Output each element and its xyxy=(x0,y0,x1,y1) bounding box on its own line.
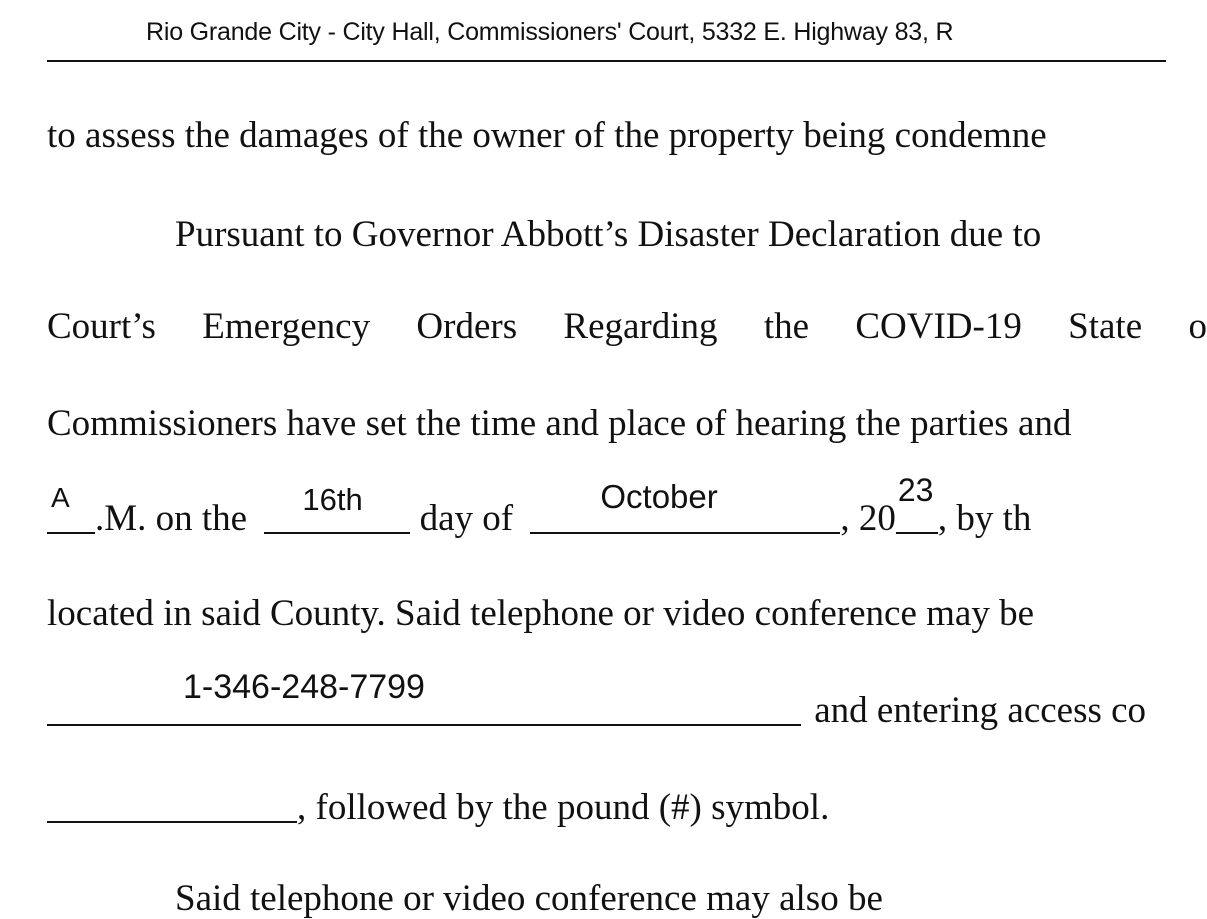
year-fill: 23 xyxy=(897,472,934,508)
line5-text-4: , by th xyxy=(937,498,1032,539)
paragraph-line-8 xyxy=(47,787,829,826)
paragraph-line-9: Said telephone or video conference may also be xyxy=(175,878,883,919)
line3-word: Regarding xyxy=(563,306,718,347)
line3-word: o xyxy=(1188,306,1207,347)
month-blank[interactable] xyxy=(530,478,840,534)
line3-word: State xyxy=(1068,306,1143,347)
year-blank[interactable] xyxy=(896,472,938,534)
paragraph-line-6: located in said County. Said telephone or video conference may be xyxy=(47,593,1035,634)
line3-word: Emergency xyxy=(202,306,371,347)
paragraph-line-3 xyxy=(47,308,1207,345)
ampm-fill: A xyxy=(51,482,70,513)
line3-word: the xyxy=(763,306,810,347)
line5-text-1: .M. on the xyxy=(95,498,248,539)
line8-text: , followed by the pound (#) symbol. xyxy=(297,787,830,828)
paragraph-line-1: to assess the damages of the owner of the property being condemne xyxy=(47,115,1047,156)
line3-word: Orders xyxy=(416,306,518,347)
line3-word: Court’s xyxy=(47,306,156,347)
paragraph-line-2: Pursuant to Governor Abbott’s Disaster Declaration due to xyxy=(175,214,1042,255)
month-fill: October xyxy=(600,478,718,515)
paragraph-line-4: Commissioners have set the time and place of hearing the parties and xyxy=(47,403,1072,444)
phone-blank[interactable] xyxy=(47,668,801,726)
line5-text-2: day of xyxy=(419,498,514,539)
line3-word: COVID-19 xyxy=(855,306,1022,347)
paragraph-line-5 xyxy=(47,472,1032,539)
page-header-location: Rio Grande City - City Hall, Commissioners' Court, 5332 E. Highway 83, R xyxy=(146,18,954,46)
header-divider xyxy=(47,60,1166,62)
day-fill: 16th xyxy=(302,482,363,517)
line7-text: and entering access co xyxy=(814,690,1147,731)
line5-text-3: , 20 xyxy=(840,498,896,539)
day-blank[interactable] xyxy=(264,482,410,534)
access-code-blank[interactable] xyxy=(47,787,297,823)
paragraph-line-7 xyxy=(47,668,1147,731)
ampm-blank[interactable] xyxy=(47,482,95,534)
phone-fill: 1-346-248-7799 xyxy=(183,668,425,706)
